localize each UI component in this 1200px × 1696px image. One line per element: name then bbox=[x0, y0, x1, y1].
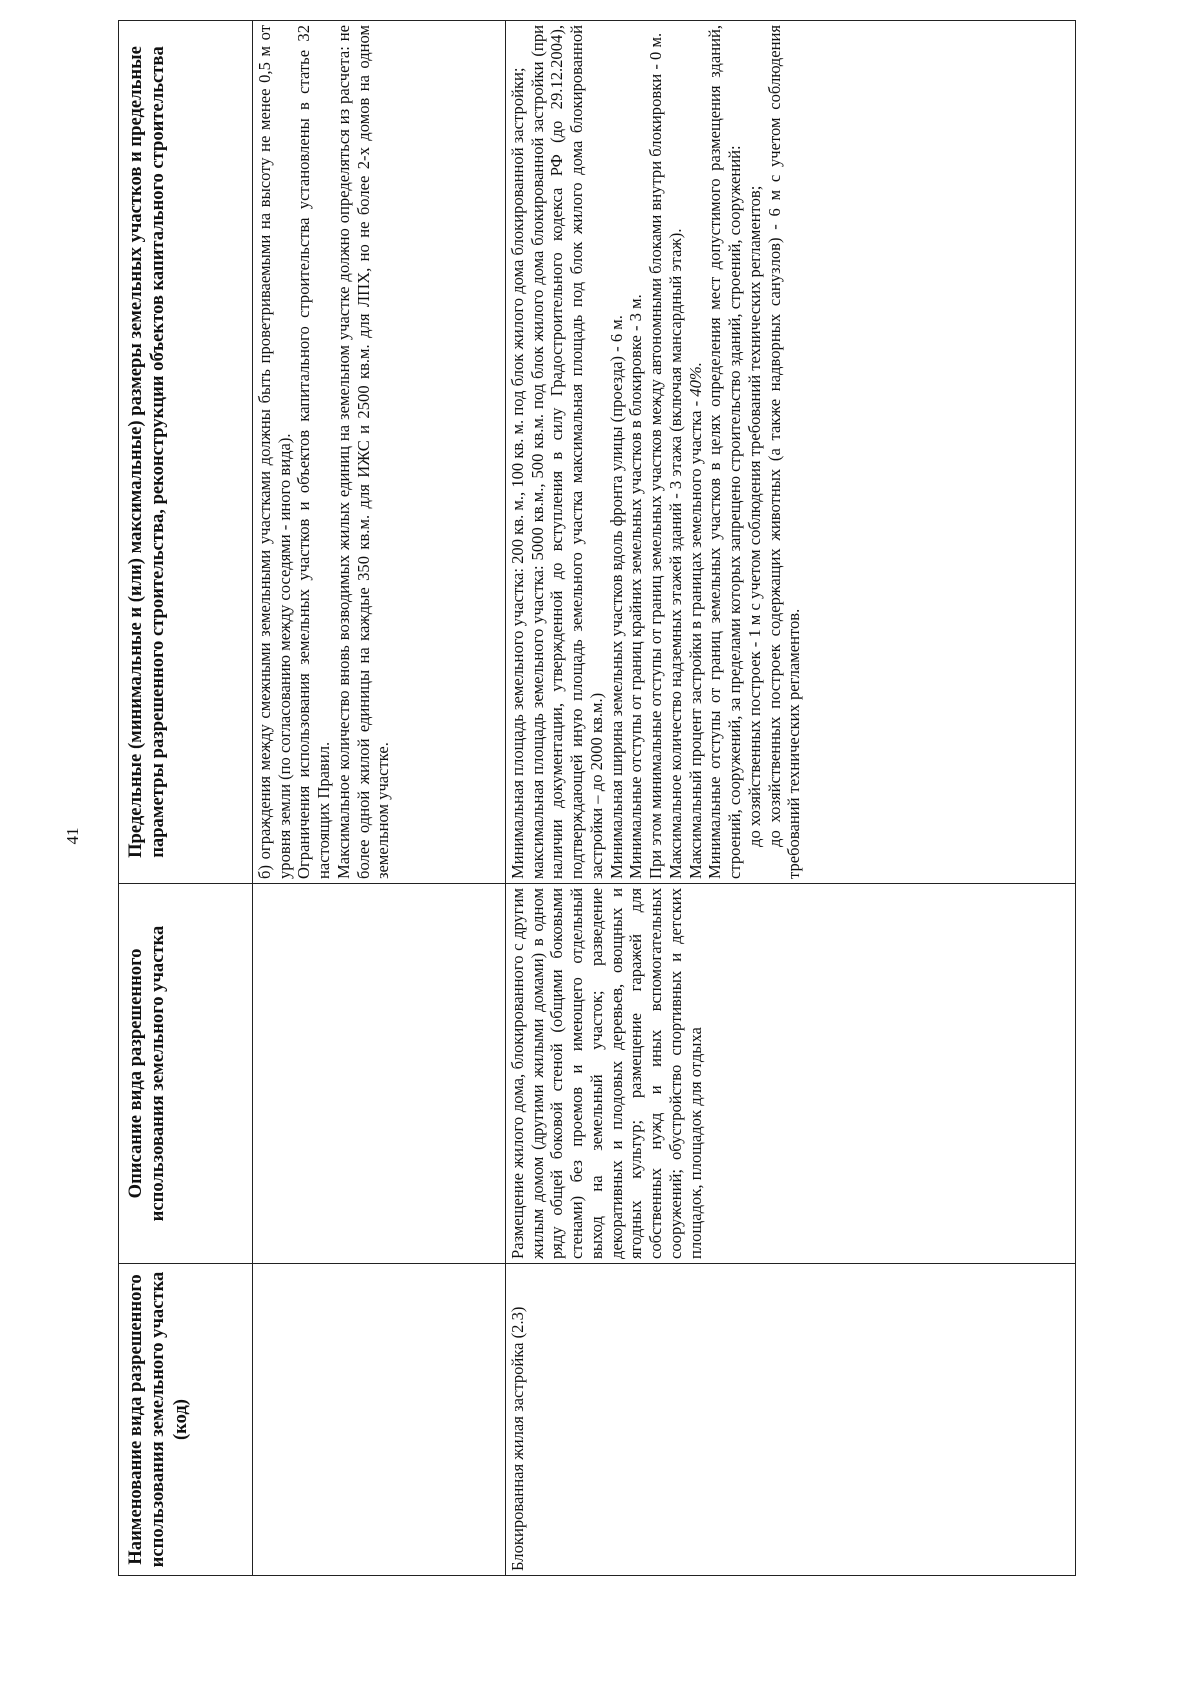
row1-param-fences: б) ограждения между смежными земельными участками должны быть проветриваемыми на высоту не менее 0,5 м от уровня земли (по согласованию между соседями - иного вида). bbox=[255, 25, 294, 879]
row2-param-outbuildings: до хозяйственных построек - 1 м с учетом соблюдения требований технических регламентов; bbox=[744, 185, 764, 847]
row2-param-max-area: максимальная площадь земельного участка: 5000 кв.м., 500 кв.м. под блок жилого дома блокированной застройки (при наличии документации, утвержденной до вступления в силу Градостроительного кодекса РФ (до 29.12.2004), подтверждающей иную площадь земельного участка максимальная площадь под блок жилого дома блокированной застройки – до 2000 кв.м.) bbox=[527, 25, 606, 879]
header-land-use-description: Описание вида разрешенного использования земельного участка bbox=[119, 884, 253, 1264]
row1-param-max-units: Максимальное количество вновь возводимых жилых единиц на земельном участке должно определяться из расчета: не более одной жилой единицы на каждые 350 кв.м. для ИЖС и 2500 кв.м. для ЛПХ, но не более 2-х домов на одном земельном участке. bbox=[333, 25, 393, 879]
row2-description-cell: Размещение жилого дома, блокированного с другим жилым домом (другими жилыми домами) в одном ряду общей боковой стеной (общими боковыми стенами) без проемов и имеющего отдельный выход на земельный участок; разведение декоративных и плодовых деревьев, овощных и ягодных культур; размещение гаражей для собственных нужд и иных вспомогательных сооружений; обустройство спортивных и детских площадок, площадок для отдыха bbox=[506, 884, 1076, 1264]
table-header-row bbox=[119, 21, 253, 1576]
header-parameters: Предельные (минимальные и (или) максимальные) размеры земельных участков и предельные параметры разрешенного строительства, реконструкции объектов капитального строительства bbox=[119, 21, 253, 884]
rotated-table-container bbox=[118, 21, 1076, 1576]
row2-params-cell bbox=[506, 21, 1076, 884]
header-land-use-name: Наименование вида разрешенного использования земельного участка (код) bbox=[119, 1264, 253, 1576]
row2-param-min-area: Минимальная площадь земельного участка: 200 кв. м., 100 кв. м. под блок жилого дома блокированной застройки; bbox=[508, 67, 527, 879]
row2-param-block-setbacks: При этом минимальные отступы от границ земельных участков между автономными блоками внутри блокировки - 0 м. bbox=[646, 32, 666, 879]
row2-name-cell: Блокированная жилая застройка (2.3) bbox=[506, 1264, 1076, 1576]
row1-param-restrictions: Ограничения использования земельных участков и объектов капитального строительства установлены в статье 32 настоящих Правил. bbox=[294, 25, 334, 879]
table-row bbox=[253, 21, 506, 1576]
zoning-table bbox=[118, 20, 1076, 1576]
row1-description-cell bbox=[253, 884, 506, 1264]
row2-param-build-percent: Максимальный процент застройки в границах земельного участка - 40%. bbox=[685, 362, 705, 879]
row2-param-max-floors: Максимальное количество надземных этажей зданий - 3 этажа (включая мансардный этаж). bbox=[665, 228, 685, 879]
row2-param-animal-buildings: до хозяйственных построек содержащих животных (а также надворных санузлов) - 6 м с учетом соблюдения требований технических регламентов. bbox=[764, 25, 804, 879]
row2-param-edge-setbacks: Минимальные отступы от границ крайних земельных участков в блокировке - 3 м. bbox=[626, 294, 646, 879]
row2-param-min-width: Минимальная ширина земельных участков вдоль фронта улицы (проезда) - 6 м. bbox=[606, 315, 626, 879]
row2-param-placement-setbacks: Минимальные отступы от границ земельных участков в целях определения мест допустимого размещения зданий, строений, сооружений, за пределами которых запрещено строительство зданий, строений, сооружений: bbox=[705, 25, 745, 879]
row1-name-cell bbox=[253, 1264, 506, 1576]
page-number: 41 bbox=[63, 827, 82, 845]
table-row bbox=[506, 21, 1076, 1576]
row1-params-cell bbox=[253, 21, 506, 884]
build-percent-value: 40%. bbox=[685, 362, 705, 397]
